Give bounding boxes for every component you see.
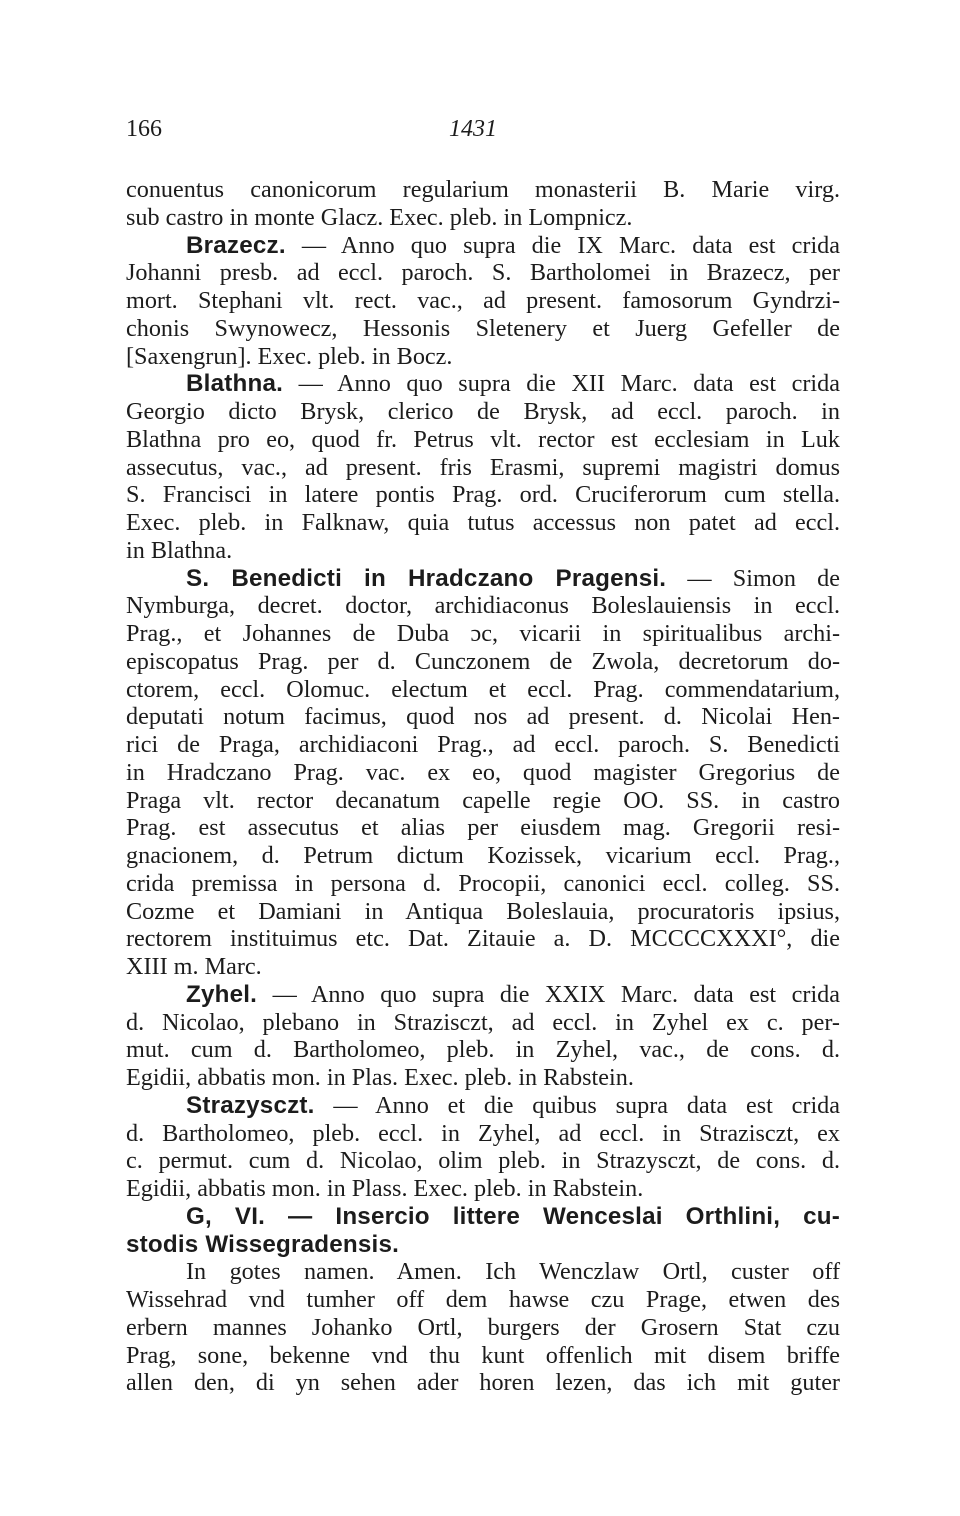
entry-text: — Anno et die quibus supra data est crida <box>314 1091 840 1119</box>
text-line: d. Nicolao, plebano in Strazisczt, ad eccl. in Zyhel ex c. per- <box>126 1008 840 1036</box>
text-line: rici de Praga, archidiaconi Prag., ad eccl. paroch. S. Benedicti <box>126 731 840 758</box>
entry-text: — Anno quo supra die XII Marc. data est crida <box>283 370 840 398</box>
entry-heading-line <box>126 1231 840 1259</box>
text-line: conuentus canonicorum regularium monasterii B. Marie virg. <box>126 176 840 203</box>
text-line: Nymburga, decret. doctor, archidiaconus Boleslauiensis in eccl. <box>126 592 840 620</box>
text-line: Prag., et Johannes de Duba ɔc, vicarii in spiritualibus archi- <box>126 620 840 647</box>
entry-heading-line <box>126 370 840 398</box>
entry-heading: G, VI. — Insercio littere Wenceslai Orthlini, cu- <box>186 1202 840 1230</box>
entry-heading: Zyhel. <box>186 980 258 1008</box>
text-line: Blathna pro eo, quod fr. Petrus vlt. rector est ecclesiam in Luk <box>126 425 840 453</box>
entry-heading: Brazecz. <box>186 231 286 259</box>
entry-heading-line <box>126 1203 840 1231</box>
entry-heading: stodis Wissegradensis. <box>126 1230 400 1258</box>
text-line: mort. Stephani vlt. rect. vac., ad present. famosorum Gyndrzi- <box>126 287 840 314</box>
text-line: episcopatus Prag. per d. Cunczonem de Zwola, decretorum do- <box>126 647 840 675</box>
entry-heading-line <box>126 565 840 593</box>
text-line: rectorem instituimus etc. Dat. Zitauie a. D. MCCCCXXXI°, die <box>126 925 840 953</box>
text-line: In gotes namen. Amen. Ich Wenczlaw Ortl, custer off <box>186 1258 840 1286</box>
text-line: S. Francisci in latere pontis Prag. ord. Cruciferorum cum stella. <box>126 481 840 509</box>
text-line: sub castro in monte Glacz. Exec. pleb. in Lompnicz. <box>126 203 633 231</box>
text-line: crida premissa in persona d. Procopii, canonici eccl. colleg. SS. <box>126 869 840 897</box>
text-line: [Saxengrun]. Exec. pleb. in Bocz. <box>126 342 453 370</box>
text-line: Egidii, abbatis mon. in Plas. Exec. pleb. in Rabstein. <box>126 1064 634 1091</box>
entry-heading-line <box>126 232 840 260</box>
entry-heading-line <box>126 1092 840 1120</box>
text-line: Georgio dicto Brysk, clerico de Brysk, ad eccl. paroch. in <box>126 398 840 425</box>
text-line: Wissehrad vnd tumher off dem hawse czu Prage, etwen des <box>126 1286 840 1313</box>
running-head <box>126 116 840 148</box>
text-line: deputati notum facimus, quod nos ad present. d. Nicolai Hen- <box>126 703 840 731</box>
text-line: Praga vlt. rector decanatum capelle regie OO. SS. in castro <box>126 786 840 814</box>
entry-heading: Strazysczt. <box>186 1091 315 1119</box>
text-line: Egidii, abbatis mon. in Plass. Exec. pleb. in Rabstein. <box>126 1175 644 1202</box>
text-line: in Hradczano Prag. vac. ex eo, quod magister Gregorius de <box>126 758 840 786</box>
page-number: 166 <box>126 116 162 142</box>
text-line: d. Bartholomeo, pleb. eccl. in Zyhel, ad eccl. in Strazisczt, ex <box>126 1119 840 1147</box>
entry-heading: Blathna. <box>186 370 284 398</box>
text-line: Exec. pleb. in Falknaw, quia tutus accessus non patet ad eccl. <box>126 509 840 536</box>
running-head-year: 1431 <box>449 116 497 142</box>
text-line: gnacionem, d. Petrum dictum Kozissek, vicarium eccl. Prag., <box>126 842 840 869</box>
text-line: Cozme et Damiani in Antiqua Boleslauia, procuratoris ipsius, <box>126 897 840 925</box>
text-line: ctorem, eccl. Olomuc. electum et eccl. Prag. commendatarium, <box>126 675 840 703</box>
text-line: Prag, sone, bekenne vnd thu kunt offenlich mit disem briffe <box>126 1341 840 1369</box>
entry-text: — Anno quo supra die IX Marc. data est crida <box>285 231 840 259</box>
text-line: allen den, di yn sehen ader horen lezen, das ich mit guter <box>126 1369 840 1397</box>
text-line: erbern mannes Johanko Ortl, burgers der Grosern Stat czu <box>126 1313 840 1341</box>
body-text <box>126 176 840 1397</box>
text-line: Johanni presb. ad eccl. paroch. S. Bartholomei in Brazecz, per <box>126 259 840 287</box>
entry-heading-line <box>126 981 840 1009</box>
text-line: assecutus, vac., ad present. fris Erasmi, supremi magistri domus <box>126 453 840 481</box>
text-line: c. permut. cum d. Nicolao, olim pleb. in Strazysczt, de cons. d. <box>126 1147 840 1175</box>
text-line: in Blathna. <box>126 536 233 564</box>
text-line: XIII m. Marc. <box>126 953 262 980</box>
text-line: mut. cum d. Bartholomeo, pleb. in Zyhel, vac., de cons. d. <box>126 1036 840 1064</box>
entry-text: — Simon de <box>666 564 841 592</box>
entry-heading: S. Benedicti in Hradczano Pragensi. <box>186 564 667 592</box>
entry-text: — Anno quo supra die XXIX Marc. data est crida <box>257 980 840 1008</box>
text-line: chonis Swynowecz, Hessonis Sletenery et Juerg Gefeller de <box>126 314 840 342</box>
text-line: Prag. est assecutus et alias per eiusdem mag. Gregorii resi- <box>126 814 840 842</box>
